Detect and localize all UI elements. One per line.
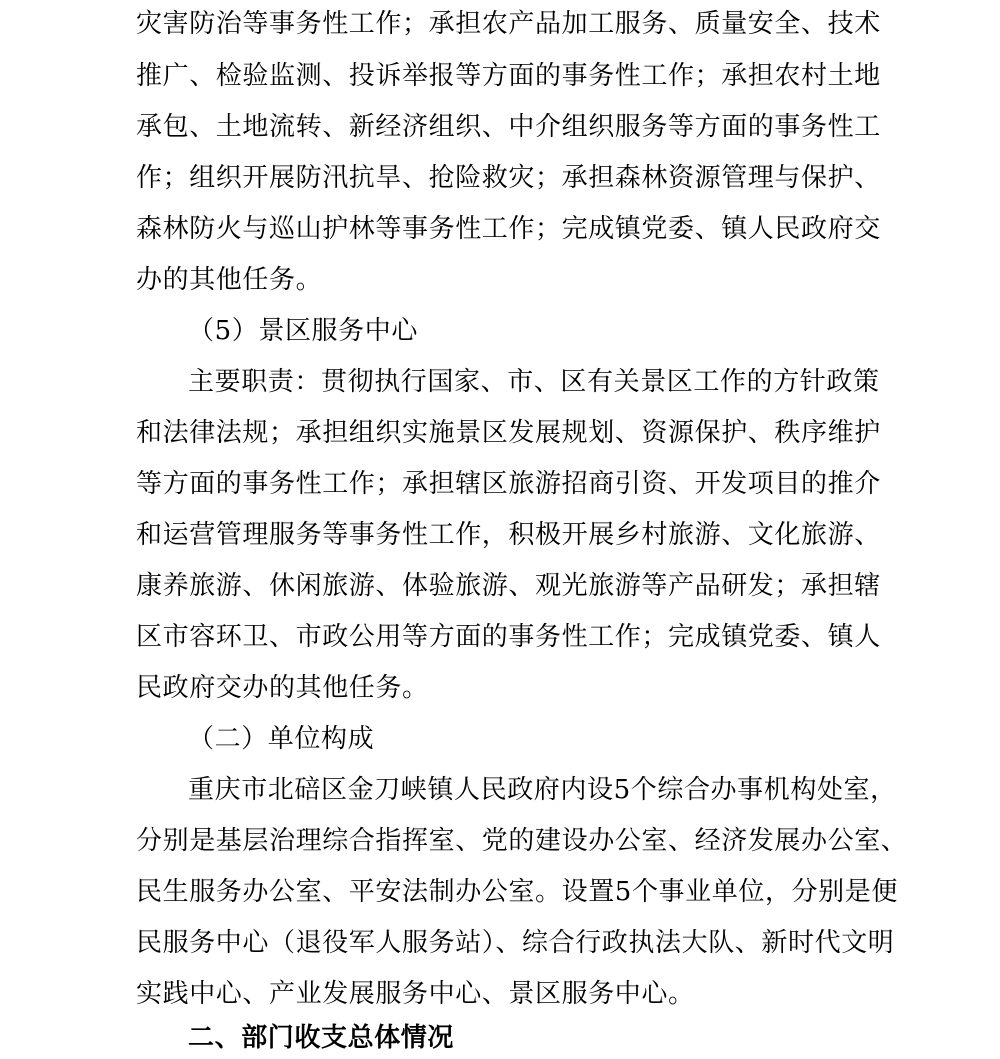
body-text-line: 推广、检验监测、投诉举报等方面的事务性工作；承担农村土地: [136, 61, 881, 91]
body-text-line: 区市容环卫、市政公用等方面的事务性工作；完成镇党委、镇人: [136, 622, 881, 652]
body-text-line: 和运营管理服务等事务性工作，积极开展乡村旅游、文化旅游、: [136, 520, 881, 550]
body-text-line: 作；组织开展防汛抗旱、抢险救灾；承担森林资源管理与保护、: [136, 163, 881, 193]
body-text-line: 等方面的事务性工作；承担辖区旅游招商引资、开发项目的推介: [136, 469, 881, 499]
body-text-line: 办的其他任务。: [136, 265, 323, 295]
body-text-line: 民生服务办公室、平安法制办公室。设置5个事业单位，分别是便: [136, 877, 898, 907]
paragraph-first-line: 主要职责：贯彻执行国家、市、区有关景区工作的方针政策: [188, 367, 880, 397]
body-text-line: 承包、土地流转、新经济组织、中介组织服务等方面的事务性工: [136, 112, 881, 142]
body-text-line: 实践中心、产业发展服务中心、景区服务中心。: [136, 979, 695, 1009]
chapter-heading: 二、部门收支总体情况: [188, 1023, 455, 1053]
subsection-heading: （5）景区服务中心: [188, 316, 418, 346]
paragraph-first-line: 重庆市北碚区金刀峡镇人民政府内设5个综合办事机构处室，: [188, 775, 897, 805]
body-text-line: 民服务中心（退役军人服务站）、综合行政执法大队、新时代文明: [136, 928, 895, 958]
body-text-line: 康养旅游、休闲旅游、体验旅游、观光旅游等产品研发；承担辖: [136, 571, 881, 601]
body-text-line: 灾害防治等事务性工作；承担农产品加工服务、质量安全、技术: [136, 9, 881, 39]
body-text-line: 民政府交办的其他任务。: [136, 673, 429, 703]
body-text-line: 和法律法规；承担组织实施景区发展规划、资源保护、秩序维护: [136, 418, 881, 448]
section-heading-unit-composition: （二）单位构成: [188, 724, 375, 754]
body-text-line: 分别是基层治理综合指挥室、党的建设办公室、经济发展办公室、: [136, 826, 908, 856]
body-text-line: 森林防火与巡山护林等事务性工作；完成镇党委、镇人民政府交: [136, 214, 881, 244]
